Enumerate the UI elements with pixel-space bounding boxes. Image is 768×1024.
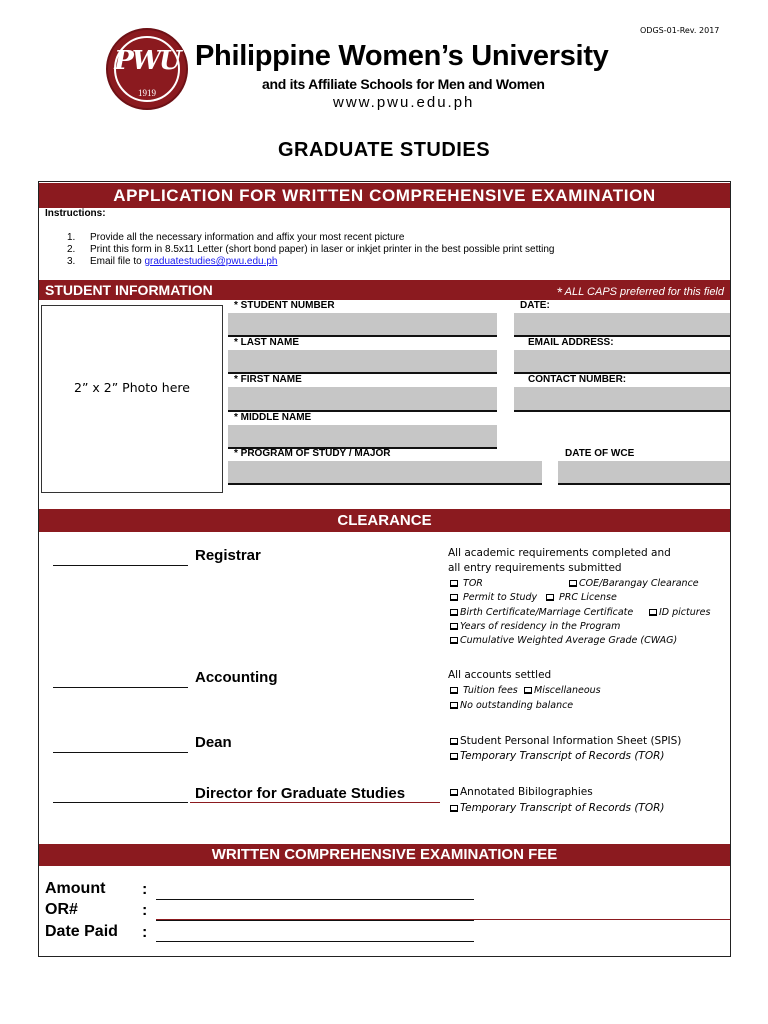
checkbox-icon	[450, 738, 458, 745]
date-paid-label: Date Paid	[45, 923, 118, 940]
dean-signature-line[interactable]	[53, 752, 188, 753]
contact-number-label: CONTACT NUMBER:	[528, 374, 627, 385]
student-info-header	[39, 280, 730, 300]
or-number-field[interactable]	[156, 920, 474, 921]
checkbox-icon	[450, 805, 458, 812]
email-address-label: EMAIL ADDRESS:	[528, 337, 614, 348]
date-paid-colon: :	[142, 924, 148, 941]
amount-label: Amount	[45, 880, 106, 897]
middle-name-label: * MIDDLE NAME	[234, 412, 312, 423]
photo-box[interactable]	[41, 305, 223, 493]
checkbox-item[interactable]: Years of residency in the Program	[450, 621, 620, 632]
university-subtitle: and its Affiliate Schools for Men and Women	[262, 76, 545, 92]
first-name-label: * FIRST NAME	[234, 374, 302, 385]
checkbox-icon	[450, 594, 458, 601]
middle-name-field[interactable]	[228, 425, 497, 449]
checkbox-item[interactable]: Cumulative Weighted Average Grade (CWAG)	[450, 635, 677, 646]
registrar-label: Registrar	[195, 547, 261, 564]
logo-year: 1919	[138, 88, 156, 98]
email-address-field[interactable]	[514, 350, 730, 374]
accounting-label: Accounting	[195, 669, 278, 686]
checkbox-item[interactable]: Tuition fees	[450, 685, 518, 696]
dean-label: Dean	[195, 734, 232, 751]
checkbox-icon	[450, 702, 458, 709]
checkbox-item[interactable]: Temporary Transcript of Records (TOR)	[450, 802, 664, 814]
contact-number-field[interactable]	[514, 387, 730, 412]
university-name: Philippine Women’s University	[195, 40, 609, 72]
checkbox-icon	[450, 623, 458, 630]
date-label: DATE:	[520, 300, 550, 311]
instructions-list	[67, 232, 555, 268]
last-name-field[interactable]	[228, 350, 497, 374]
checkbox-icon	[450, 580, 458, 587]
director-underline	[190, 802, 440, 803]
registrar-requirement-1: All academic requirements completed and	[448, 547, 671, 559]
date-of-wce-label: DATE OF WCE	[565, 448, 635, 459]
or-number-label: OR#	[45, 901, 78, 918]
amount-colon: :	[142, 881, 148, 898]
document-code: ODGS-01-Rev. 2017	[640, 26, 720, 35]
checkbox-icon	[649, 609, 657, 616]
or-separator-line	[156, 919, 730, 920]
photo-placeholder: 2” x 2” Photo here	[74, 380, 190, 395]
checkbox-item[interactable]: Student Personal Information Sheet (SPIS)	[450, 735, 681, 747]
program-label: * PROGRAM OF STUDY / MAJOR	[234, 448, 391, 459]
registrar-requirement-2: all entry requirements submitted	[448, 562, 622, 574]
checkbox-item[interactable]: No outstanding balance	[450, 700, 573, 711]
accounting-signature-line[interactable]	[53, 687, 188, 688]
instruction-item: 3. Email file to graduatestudies@pwu.edu.ph	[67, 256, 278, 267]
accounting-requirement: All accounts settled	[448, 669, 552, 681]
instructions-label: Instructions:	[45, 208, 106, 219]
date-paid-field[interactable]	[156, 941, 474, 942]
checkbox-icon	[450, 753, 458, 760]
checkbox-item[interactable]: ID pictures	[649, 607, 710, 618]
first-name-field[interactable]	[228, 387, 497, 412]
checkbox-icon	[450, 687, 458, 694]
checkbox-item[interactable]: PRC License	[546, 592, 617, 603]
director-label: Director for Graduate Studies	[195, 785, 406, 802]
instruction-item: 2. Print this form in 8.5x11 Letter (short bond paper) in laser or inkjet printer in the best possible print setting	[67, 244, 555, 255]
checkbox-icon	[450, 789, 458, 796]
last-name-label: * LAST NAME	[234, 337, 299, 348]
form-title: APPLICATION FOR WRITTEN COMPREHENSIVE EXAMINATION	[39, 183, 730, 208]
checkbox-item[interactable]: TOR	[450, 578, 483, 589]
checkbox-icon	[524, 687, 532, 694]
registrar-signature-line[interactable]	[53, 565, 188, 566]
email-link[interactable]: graduatestudies@pwu.edu.ph	[144, 256, 278, 267]
checkbox-item[interactable]: Temporary Transcript of Records (TOR)	[450, 750, 664, 762]
checkbox-item[interactable]: Annotated Bibilographies	[450, 786, 593, 798]
instruction-item: 1. Provide all the necessary information and affix your most recent picture	[67, 232, 405, 243]
checkbox-item[interactable]: Birth Certificate/Marriage Certificate	[450, 607, 633, 618]
program-field[interactable]	[228, 461, 542, 485]
or-number-colon: :	[142, 902, 148, 919]
checkbox-item[interactable]: Miscellaneous	[524, 685, 601, 696]
amount-field[interactable]	[156, 899, 474, 900]
exam-fee-header: WRITTEN COMPREHENSIVE EXAMINATION FEE	[39, 844, 730, 866]
page-title: GRADUATE STUDIES	[277, 139, 491, 161]
checkbox-icon	[546, 594, 554, 601]
university-website: www.pwu.edu.ph	[333, 94, 475, 111]
checkbox-item[interactable]: COE/Barangay Clearance	[569, 578, 699, 589]
pwu-logo	[106, 28, 188, 110]
student-number-label: * STUDENT NUMBER	[234, 300, 335, 311]
checkbox-icon	[450, 637, 458, 644]
clearance-header: CLEARANCE	[39, 509, 730, 532]
logo-monogram: PWU	[114, 46, 180, 76]
date-of-wce-field[interactable]	[558, 461, 730, 485]
student-info-title: STUDENT INFORMATION	[45, 282, 213, 298]
checkbox-item[interactable]: Permit to Study	[450, 592, 537, 603]
checkbox-icon	[450, 609, 458, 616]
student-number-field[interactable]	[228, 313, 497, 337]
all-caps-note: * ALL CAPS preferred for this field	[556, 284, 724, 300]
checkbox-icon	[569, 580, 577, 587]
date-field[interactable]	[514, 313, 730, 337]
director-signature-line[interactable]	[53, 802, 188, 803]
